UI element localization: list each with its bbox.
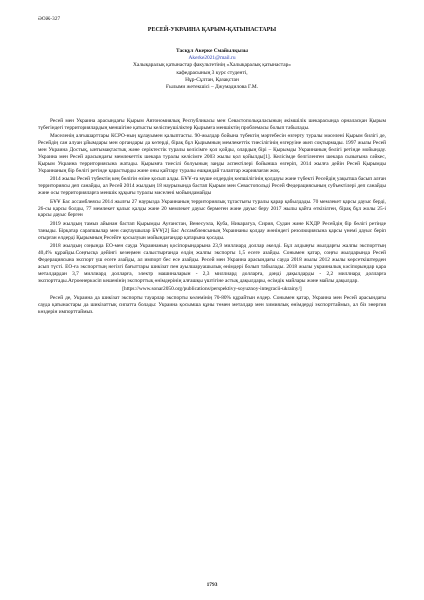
- paper-body: [38, 118, 386, 317]
- author-email-link[interactable]: Akerke2021@mail.ru: [188, 55, 236, 62]
- udk-code: ӘОЖ-327: [38, 16, 61, 22]
- paragraph: 2019 жылдың тамыз айынан бастап Қырымды Ауғанстан, Венесуэла, Куба, Никарагуа, Сирия, Судан және КХДР Ресейдің бір бөлігі ретінде таныды. Бірқатар сарапшылар мен сақтаушылар БҰҰ[2] Бас Ассамблеясының Украинаны қолдау жөніндегі резолюциясына қарсы үнемі дауыс беріп отырған елдерді Қырымның Ресейге қосылуын мойындағандар қатарына қосады.: [38, 221, 386, 241]
- paragraph: Ресей мен Украина арасындағы Қырым Автономиялық Республикасы мен Севастопольқаласының әкімшілік шекарасында орналасқан Қырым түбегіндегі территориялардың меншігіне қатысты келіспеушіліктер Қырымға меншіктің проблемасы болып табылады.: [38, 118, 386, 131]
- author-block: [38, 48, 386, 91]
- paper-title: РЕСЕЙ-УКРАИНА ҚАРЫМ-ҚАТЫНАСТАРЫ: [147, 27, 277, 33]
- paragraph: Мәселенің алғышарттары КСРО-ның құлауымен қалыптасты. 90-жылдар бойына түбектің мәртебесін өзгерту туралы мәселені Қырым билігі де, Ресейдің сан алуан ұйымдары мен органдары да көтерді, бірақ бұл Қырымның мемлекеттік тиесілігінің өзгеруіне әкеп соқтырмады. 1997 жылы Ресей мен Украина Достық, ынтымақтастық және серіктестік туралы келісімге қол қойды, олардың бірі – Қырымды Украинаның бөлігі ретінде мойындау. Украина мен Ресей арасындағы мемлекеттік шекара туралы келісімге 2003 жылы қол қойылды[1]. Келісімде белгіленген шекара сызығына сәйкес, Қырым Украина территориясына жатады. Қырымға тиесілі болуының заңды аспектілері бойынша өзгеріп, 2014 жылға дейін Ресей Қырымды Украинаның бір бөлігі ретінде қарастырды және оны қайтару туралы ешқандай талаптар жариялаған жоқ.: [38, 133, 386, 174]
- paragraph: БҰҰ Бас ассамблеясы 2014 жылғы 27 наурызда Украинаның территориялық тұтастығы туралы қарар қабылдады. 70 мемлекет қарсы дауыс берді, 26-сы қарсы болды, 77 мемлекет қалыс қалды және 20 мемлекет дауыс бермеген және дауыс беру 2017 жылы қайта өткізілген, бірақ бұл жолы 25-і қарсы дауыс берген: [38, 198, 386, 219]
- author-affiliation-1: Халықаралық қатынастар факультетінің «Халықаралық қатынастар»: [133, 62, 291, 69]
- author-name: Тасқұл Акерке Смайылқызы: [176, 48, 248, 54]
- author-affiliation-2: кафедрасының 3 курс студенті,: [176, 69, 248, 76]
- paragraph: Ресей де, Украина да шикізат экспорты тауарлар экспорты көлемінің 70-80% құрайтын елдер. Сонымен қатар, Украина мен Ресей арасындағы сауда қатынастары да шикізаттық сипатта болады: Украина қосымша құны төмен металдар мен химиялық өнімдерді экспорттаймыз, ал біз энергия көздерін импорттаймыз.: [38, 294, 386, 315]
- paragraph: 2014 жылы Ресей түбектің кең бөлігін өзіне қосып алды. БҰҰ-ға мүше елдердің көпшілігінің қолдауы және түбекті Ресейдің уақытша басып алған территориясы деп санайды, ал Ресей 2014 жылдың 18 наурызында бастап Қырым мен Севастопольді Ресей Федерациясының субъектілері деп санайды және осы территорияларға меншік құқығы туралы мәселені мойындамайды: [38, 176, 386, 197]
- author-location: Нұр-Сұлтан, Қазақстан: [185, 76, 239, 83]
- scientific-advisor: Ғылыми жетекшісі – Джумадилова Г.М.: [165, 84, 259, 91]
- reference-link[interactable]: [https://www.sonar2050.org/publications/perspektivy-soyuznoy-integracii-ukrainy/]: [122, 286, 302, 293]
- paragraph: 2018 жылдың соңында ЕО-мен сауда Украинаның қосіпорындарына 23,9 миллиард доллар әкелді. Бұл алдыңғы жылдарғы жалпы экспорттың 40,4% құрайды.Соңғысқа дейінгі кезеңмен салыстырғанда елдің жалпы экспорты 1,5 есеге азайды. Сонымен қатар, соңғы жылдарында Ресей Федерациясына экспорт үш есеге азайды, ал импорт бес есе азайды. Ресей мен Украина арасындағы сауда 2018 жылы 2012 жылы көрсеткіштерден асып түсті. ЕО-ға экспорттың негізгі бағыттары шикізат пен ауылшаруашылық өнімдері болып табылады. 2018 жылы украиналық кәсіпорындар қара металдардан 3,7 миллиард долларға, электр машиналарын - 2,3 миллиард долларға, дәнді дақылдарды - 2,2 миллиард долларға экспорттады.Агроөнеркәсіп кешенінің экспорттық өнімдерінің алғашқы үштігіне астық дақылдары, өсімдік майлары және майлы дақылдар.: [38, 243, 386, 284]
- page-number: 1793: [206, 582, 218, 588]
